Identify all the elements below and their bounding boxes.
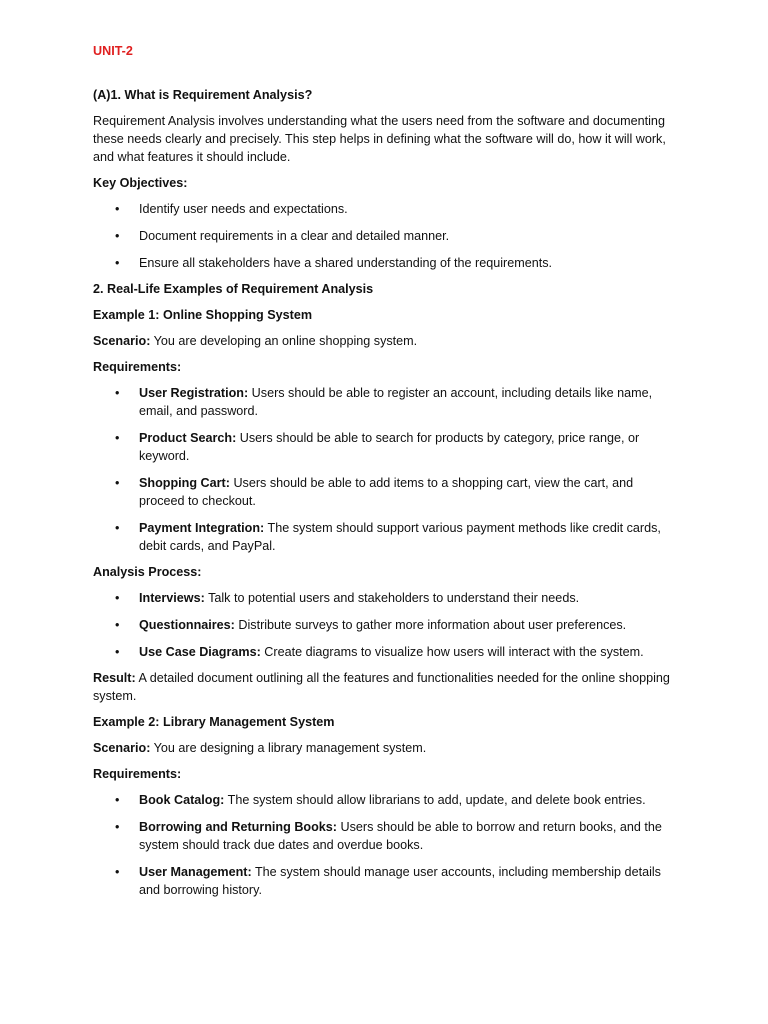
bullet-icon: • xyxy=(115,202,120,216)
objectives-heading: Key Objectives: xyxy=(93,176,188,190)
bullet-icon: • xyxy=(115,386,120,400)
item-label: User Management: xyxy=(139,865,252,879)
requirements-heading: Requirements: xyxy=(93,360,182,374)
analysis-process-heading: Analysis Process: xyxy=(93,565,202,579)
item-label: Product Search: xyxy=(139,431,237,445)
item-text: Users should be able to add items to a shopping cart, view the cart, and proceed to checkout. xyxy=(139,476,634,508)
item-text: The system should manage user accounts, including membership details and borrowing history. xyxy=(139,865,661,897)
requirements-list xyxy=(93,384,678,555)
item-text: Users should be able to search for products by category, price range, or keyword. xyxy=(139,431,640,463)
bullet-icon: • xyxy=(115,865,120,879)
scenario-text: You are developing an online shopping system. xyxy=(150,334,418,348)
item-label: Use Case Diagrams: xyxy=(139,645,261,659)
item-label: Interviews: xyxy=(139,591,205,605)
scenario-label: Scenario: xyxy=(93,741,151,755)
bullet-icon: • xyxy=(115,793,120,807)
list-item xyxy=(93,616,678,634)
item-label: Book Catalog: xyxy=(139,793,225,807)
bullet-icon: • xyxy=(115,645,120,659)
definition-paragraph: Requirement Analysis involves understanding what the users need from the software and documenting these needs clearly and precisely. This step helps in defining what the software will do, how it will work, and what features it should include. xyxy=(93,114,666,164)
item-label: Payment Integration: xyxy=(139,521,265,535)
example-heading: Example 1: Online Shopping System xyxy=(93,308,313,322)
list-item xyxy=(93,589,678,607)
bullet-icon: • xyxy=(115,229,120,243)
list-item xyxy=(93,474,678,510)
list-item xyxy=(93,519,678,555)
requirements-heading: Requirements: xyxy=(93,767,182,781)
item-text: Users should be able to register an account, including details like name, email, and password. xyxy=(139,386,653,418)
example-heading: Example 2: Library Management System xyxy=(93,715,335,729)
document-content xyxy=(93,42,678,907)
bullet-icon: • xyxy=(115,521,120,535)
list-item xyxy=(93,200,678,218)
item-text: Users should be able to borrow and return books, and the system should track due dates and overdue books. xyxy=(139,820,662,852)
list-item xyxy=(93,227,678,245)
item-text: Distribute surveys to gather more information about user preferences. xyxy=(234,618,627,632)
item-text: The system should support various payment methods like credit cards, debit cards, and PayPal. xyxy=(139,521,661,553)
bullet-icon: • xyxy=(115,476,120,490)
question-heading: (A)1. What is Requirement Analysis? xyxy=(93,88,313,102)
list-item xyxy=(93,384,678,420)
bullet-icon: • xyxy=(115,591,120,605)
result-label: Result: xyxy=(93,671,136,685)
objectives-list xyxy=(93,200,678,272)
item-text: Talk to potential users and stakeholders to understand their needs. xyxy=(204,591,580,605)
item-label: Questionnaires: xyxy=(139,618,235,632)
list-item xyxy=(93,863,678,899)
item-text: Create diagrams to visualize how users will interact with the system. xyxy=(260,645,644,659)
analysis-process-list xyxy=(93,589,678,661)
requirements-list xyxy=(93,791,678,899)
section-heading: 2. Real-Life Examples of Requirement Analysis xyxy=(93,282,374,296)
bullet-icon: • xyxy=(115,820,120,834)
unit-label: UNIT-2 xyxy=(93,44,133,58)
bullet-icon: • xyxy=(115,256,120,270)
scenario-label: Scenario: xyxy=(93,334,151,348)
scenario-paragraph xyxy=(93,332,678,350)
item-label: Borrowing and Returning Books: xyxy=(139,820,337,834)
scenario-text: You are designing a library management system. xyxy=(150,741,427,755)
bullet-icon: • xyxy=(115,431,120,445)
list-item xyxy=(93,254,678,272)
list-item-text: Ensure all stakeholders have a shared understanding of the requirements. xyxy=(139,256,553,270)
item-label: Shopping Cart: xyxy=(139,476,230,490)
result-paragraph xyxy=(93,669,678,705)
bullet-icon: • xyxy=(115,618,120,632)
list-item xyxy=(93,429,678,465)
list-item xyxy=(93,818,678,854)
list-item-text: Document requirements in a clear and detailed manner. xyxy=(139,229,450,243)
item-label: User Registration: xyxy=(139,386,249,400)
list-item xyxy=(93,643,678,661)
list-item-text: Identify user needs and expectations. xyxy=(139,202,348,216)
list-item xyxy=(93,791,678,809)
item-text: The system should allow librarians to add, update, and delete book entries. xyxy=(224,793,646,807)
result-text: A detailed document outlining all the features and functionalities needed for the online shopping system. xyxy=(93,671,670,703)
scenario-paragraph xyxy=(93,739,678,757)
